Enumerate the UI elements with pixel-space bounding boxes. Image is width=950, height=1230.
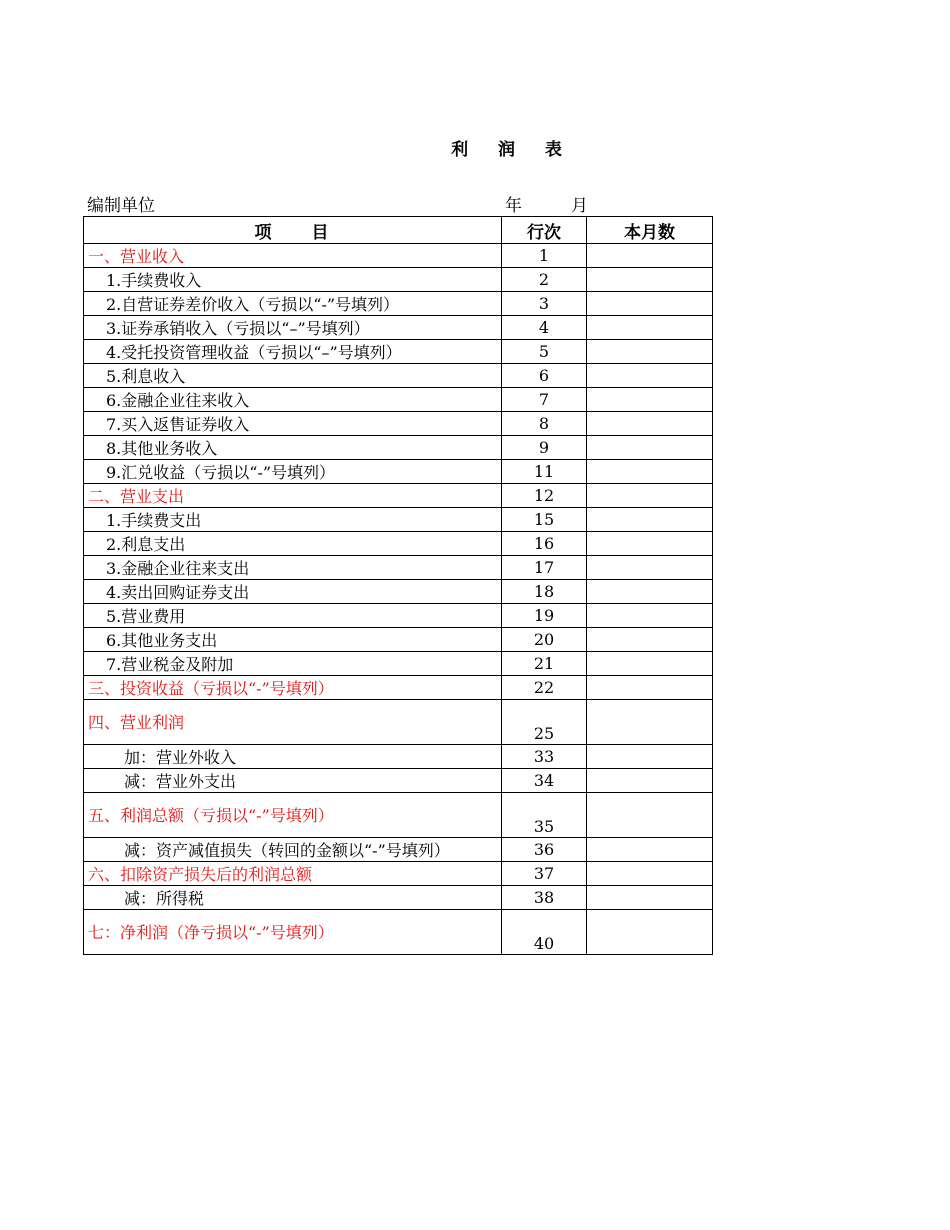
table-row [84,316,713,340]
table-row [84,700,713,745]
row-item-label: 七：净利润（净亏损以“-”号填列） [84,910,502,955]
row-line-number: 16 [502,532,587,556]
table-row [84,910,713,955]
month-label: 月 [571,196,588,216]
row-current-month-value[interactable] [587,910,713,955]
row-line-number: 19 [502,604,587,628]
row-current-month-value[interactable] [587,556,713,580]
row-current-month-value[interactable] [587,676,713,700]
table-row [84,676,713,700]
row-line-number: 2 [502,268,587,292]
table-row [84,745,713,769]
row-current-month-value[interactable] [587,652,713,676]
table-row [84,886,713,910]
row-line-number: 1 [502,244,587,268]
table-row [84,340,713,364]
row-current-month-value[interactable] [587,364,713,388]
table-row [84,580,713,604]
header-line-no: 行次 [502,217,587,244]
row-item-label: 三、投资收益（亏损以“-”号填列） [84,676,502,700]
row-current-month-value[interactable] [587,508,713,532]
row-current-month-value[interactable] [587,769,713,793]
row-line-number: 38 [502,886,587,910]
row-current-month-value[interactable] [587,886,713,910]
table-row [84,244,713,268]
table-row [84,268,713,292]
row-item-label: 1.手续费收入 [84,268,502,292]
row-item-label: 减：资产减值损失（转回的金额以“-”号填列） [84,838,502,862]
year-label: 年 [505,196,522,216]
row-item-label: 减：所得税 [84,886,502,910]
row-line-number: 25 [502,700,587,745]
header-current-month: 本月数 [587,217,713,244]
row-line-number: 20 [502,628,587,652]
row-current-month-value[interactable] [587,484,713,508]
row-item-label: 3.金融企业往来支出 [84,556,502,580]
row-current-month-value[interactable] [587,316,713,340]
table-row [84,484,713,508]
row-line-number: 36 [502,838,587,862]
row-item-label: 3.证券承销收入（亏损以“–”号填列） [84,316,502,340]
row-line-number: 8 [502,412,587,436]
row-current-month-value[interactable] [587,700,713,745]
row-line-number: 9 [502,436,587,460]
row-item-label: 2.自营证券差价收入（亏损以“-”号填列） [84,292,502,316]
row-line-number: 12 [502,484,587,508]
table-row [84,628,713,652]
table-row [84,652,713,676]
row-item-label: 5.利息收入 [84,364,502,388]
row-current-month-value[interactable] [587,292,713,316]
row-current-month-value[interactable] [587,268,713,292]
row-current-month-value[interactable] [587,460,713,484]
row-item-label: 2.利息支出 [84,532,502,556]
table-row [84,862,713,886]
table-row [84,364,713,388]
row-line-number: 35 [502,793,587,838]
row-item-label: 7.营业税金及附加 [84,652,502,676]
row-current-month-value[interactable] [587,244,713,268]
row-item-label: 加：营业外收入 [84,745,502,769]
row-item-label: 8.其他业务收入 [84,436,502,460]
row-current-month-value[interactable] [587,745,713,769]
row-item-label: 减：营业外支出 [84,769,502,793]
table-row [84,508,713,532]
row-line-number: 37 [502,862,587,886]
row-item-label: 4.卖出回购证券支出 [84,580,502,604]
row-line-number: 15 [502,508,587,532]
row-current-month-value[interactable] [587,532,713,556]
row-item-label: 6.其他业务支出 [84,628,502,652]
row-item-label: 6.金融企业往来收入 [84,388,502,412]
row-line-number: 40 [502,910,587,955]
row-item-label: 7.买入返售证券收入 [84,412,502,436]
row-current-month-value[interactable] [587,388,713,412]
row-line-number: 4 [502,316,587,340]
row-line-number: 22 [502,676,587,700]
row-current-month-value[interactable] [587,862,713,886]
row-current-month-value[interactable] [587,793,713,838]
row-item-label: 五、利润总额（亏损以“-”号填列） [84,793,502,838]
row-item-label: 二、营业支出 [84,484,502,508]
table-row [84,769,713,793]
row-item-label: 四、营业利润 [84,700,502,745]
row-current-month-value[interactable] [587,412,713,436]
row-line-number: 11 [502,460,587,484]
row-item-label: 1.手续费支出 [84,508,502,532]
row-line-number: 18 [502,580,587,604]
page-title: 利 润 表 [451,140,574,160]
table-header-row [84,217,713,244]
row-current-month-value[interactable] [587,628,713,652]
table-row [84,604,713,628]
row-line-number: 17 [502,556,587,580]
row-item-label: 六、扣除资产损失后的利润总额 [84,862,502,886]
row-item-label: 9.汇兑收益（亏损以“-”号填列） [84,460,502,484]
income-statement-table [83,216,713,955]
row-line-number: 7 [502,388,587,412]
row-line-number: 21 [502,652,587,676]
row-line-number: 33 [502,745,587,769]
table-row [84,838,713,862]
row-line-number: 5 [502,340,587,364]
row-current-month-value[interactable] [587,436,713,460]
row-item-label: 5.营业费用 [84,604,502,628]
table-row [84,388,713,412]
table-row [84,556,713,580]
row-line-number: 6 [502,364,587,388]
reporting-unit-label: 编制单位 [87,196,155,216]
table-row [84,532,713,556]
row-current-month-value[interactable] [587,838,713,862]
table-row [84,436,713,460]
table-row [84,793,713,838]
row-current-month-value[interactable] [587,340,713,364]
header-item: 项 目 [84,217,502,244]
table-row [84,292,713,316]
row-current-month-value[interactable] [587,580,713,604]
row-current-month-value[interactable] [587,604,713,628]
row-item-label: 一、营业收入 [84,244,502,268]
row-item-label: 4.受托投资管理收益（亏损以“–”号填列） [84,340,502,364]
row-line-number: 3 [502,292,587,316]
table-row [84,412,713,436]
table-row [84,460,713,484]
row-line-number: 34 [502,769,587,793]
